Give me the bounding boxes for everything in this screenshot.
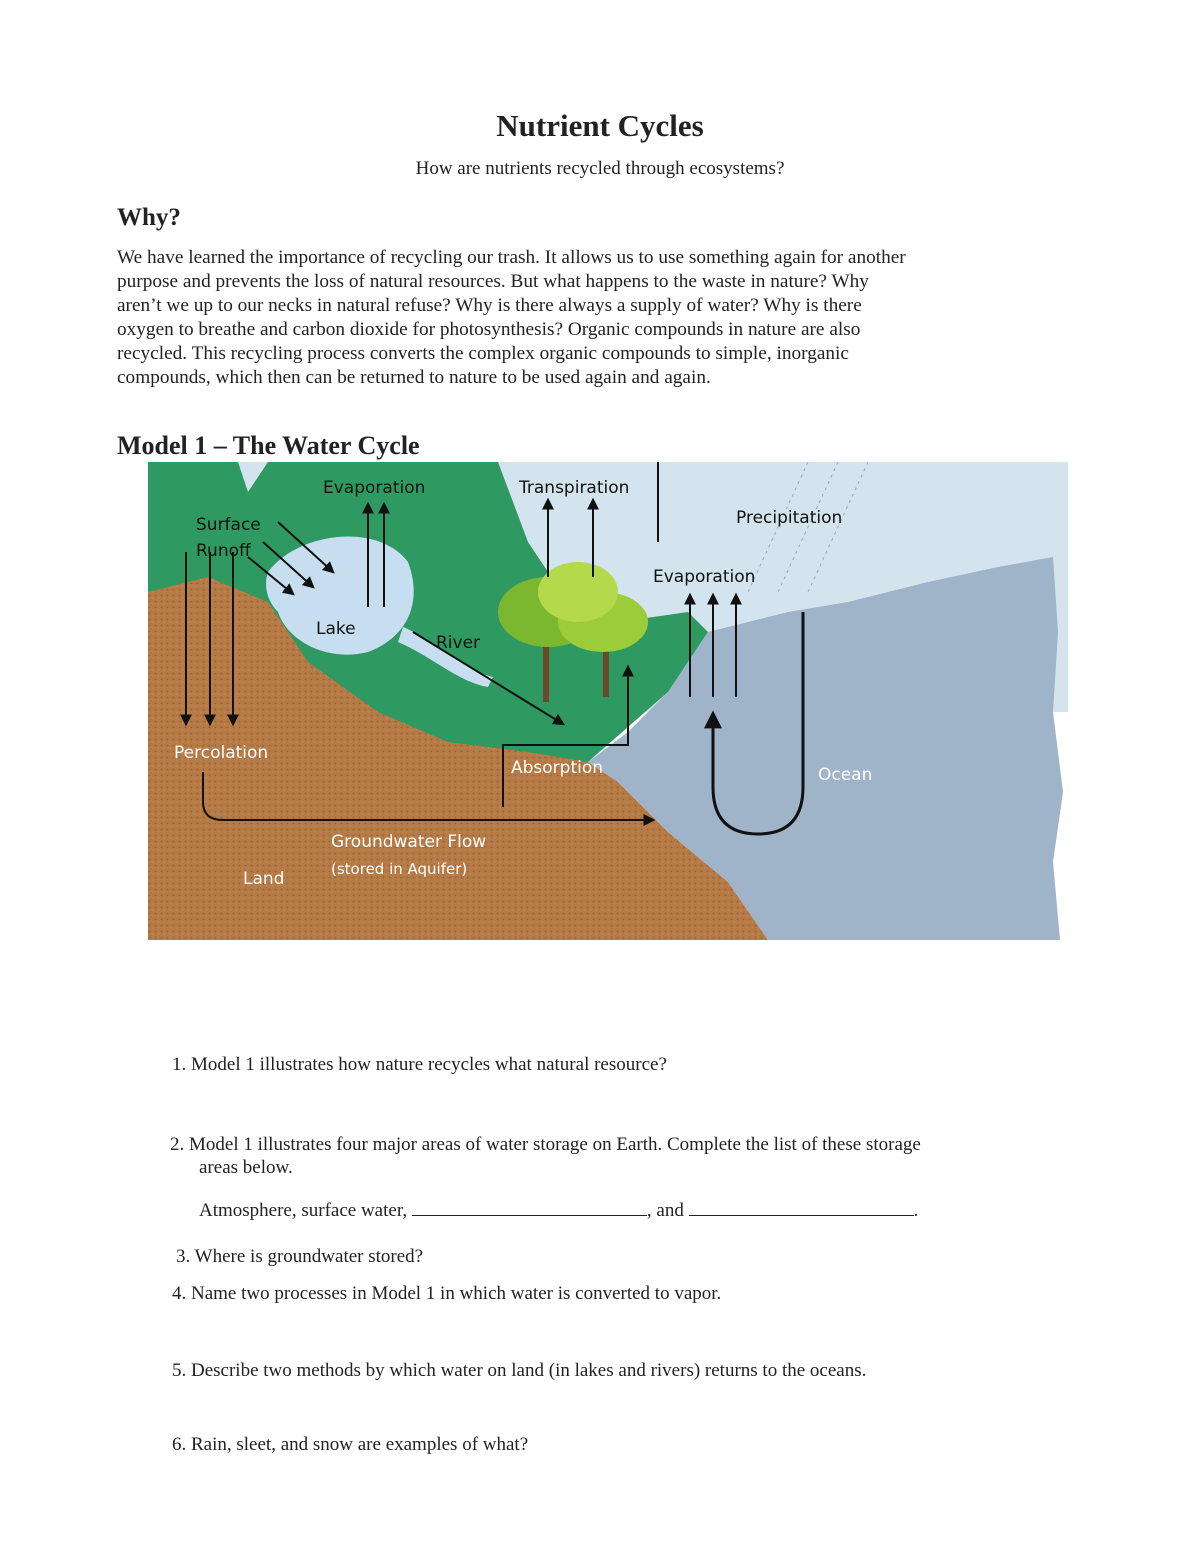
transpiration-label: Transpiration (519, 478, 630, 498)
intro-line: recycled. This recycling process converts the complex organic compounds to simple, inorganic (117, 343, 849, 364)
question-text: Model 1 illustrates how nature recycles what natural resource? (191, 1054, 667, 1075)
question-number: 2. (170, 1134, 185, 1155)
absorption-label: Absorption (511, 758, 604, 778)
question-1 (172, 1053, 1092, 1077)
question-number: 1. (172, 1054, 187, 1075)
river-label: River (436, 633, 481, 653)
intro-line: oxygen to breathe and carbon dioxide for photosynthesis? Organic compounds in nature are also (117, 319, 861, 340)
question-number: 5. (172, 1360, 187, 1381)
fill-prefix: Atmosphere, surface water, (199, 1200, 408, 1221)
question-number: 3. (176, 1246, 191, 1267)
model1-heading: Model 1 – The Water Cycle (117, 431, 420, 460)
question-number: 6. (172, 1434, 187, 1455)
fill-end: . (913, 1200, 919, 1221)
answer-blank-2[interactable] (689, 1197, 914, 1216)
percolation-label: Percolation (174, 743, 269, 763)
question-2-continued: areas below. (199, 1157, 293, 1178)
ocean-label: Ocean (818, 765, 873, 785)
question-text: Where is groundwater stored? (194, 1246, 424, 1267)
lake-label: Lake (316, 619, 356, 639)
evaporation-lake-label: Evaporation (323, 478, 426, 498)
surface-runoff-label: Runoff (196, 541, 251, 561)
aquifer-label: (stored in Aquifer) (331, 860, 468, 878)
surface-runoff-label: Surface (196, 515, 261, 535)
intro-line: aren’t we up to our necks in natural refuse? Why is there always a supply of water? Why is there (117, 295, 862, 316)
precipitation-label: Precipitation (736, 508, 843, 528)
question-text: Rain, sleet, and snow are examples of what? (191, 1434, 529, 1455)
evaporation-ocean-label: Evaporation (653, 567, 756, 587)
fill-mid: , and (646, 1200, 684, 1221)
page-title: Nutrient Cycles (496, 108, 704, 143)
why-heading: Why? (117, 204, 181, 231)
intro-line: We have learned the importance of recycling our trash. It allows us to use something again for another (117, 247, 906, 268)
question-2-fill-in (199, 1197, 918, 1222)
question-5 (172, 1359, 1092, 1383)
groundwater-flow-label: Groundwater Flow (331, 832, 487, 852)
water-cycle-diagram (148, 462, 1068, 942)
intro-line: compounds, which then can be returned to nature to be used again and again. (117, 367, 711, 388)
question-text: Model 1 illustrates four major areas of water storage on Earth. Complete the list of these storage (189, 1134, 921, 1155)
question-text: Describe two methods by which water on land (in lakes and rivers) returns to the oceans. (191, 1360, 867, 1381)
question-2 (170, 1133, 1100, 1157)
land-label: Land (243, 869, 285, 889)
question-6 (172, 1433, 1092, 1457)
question-4 (172, 1282, 1092, 1306)
question-3 (176, 1245, 1096, 1269)
question-text: Name two processes in Model 1 in which water is converted to vapor. (191, 1283, 722, 1304)
intro-line: purpose and prevents the loss of natural resources. But what happens to the waste in nature? Why (117, 271, 869, 292)
page-subtitle: How are nutrients recycled through ecosystems? (415, 158, 785, 179)
question-number: 4. (172, 1283, 187, 1304)
intro-paragraph (117, 246, 1067, 390)
answer-blank-1[interactable] (412, 1197, 647, 1216)
